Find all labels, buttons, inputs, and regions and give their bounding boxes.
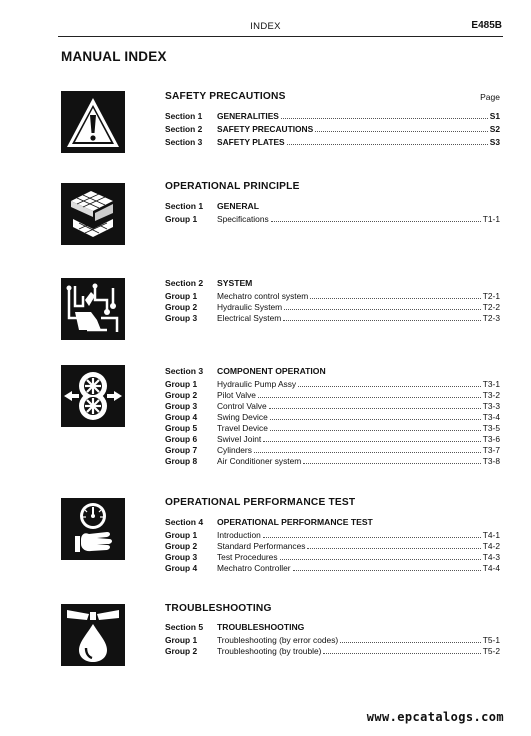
entry-title: Air Conditioner system [217, 456, 302, 466]
group-number: Group 7 [165, 445, 198, 455]
header-divider [58, 36, 503, 37]
page-column-label: Page [480, 92, 500, 102]
entry-title: Mechatro Controller [217, 563, 291, 573]
index-row[interactable] [165, 311, 500, 323]
page-ref: T4-1 [482, 530, 500, 540]
entry-title: Cylinders [217, 445, 252, 455]
index-row[interactable] [165, 644, 500, 656]
cube-s-logo-icon [61, 183, 125, 245]
section-number: Section 2 [165, 278, 204, 288]
entry-title: Introduction [217, 530, 261, 540]
index-row[interactable] [165, 454, 500, 466]
page-ref: T3-1 [482, 379, 500, 389]
page-ref: T4-4 [482, 563, 500, 573]
header-section-name: INDEX [250, 21, 281, 32]
entry-title: SAFETY PRECAUTIONS [217, 124, 314, 134]
warning-triangle-icon [61, 91, 125, 153]
page-ref: T4-3 [482, 552, 500, 562]
page-ref: T3-8 [482, 456, 500, 466]
group-number: Group 1 [165, 214, 198, 224]
dot-leader [263, 441, 481, 442]
page-ref: T2-1 [482, 291, 500, 301]
gauge-hand-icon [61, 498, 125, 560]
entry-title: Hydraulic Pump Assy [217, 379, 297, 389]
page-ref: T3-6 [482, 434, 500, 444]
group-number: Group 4 [165, 412, 198, 422]
section-heading [165, 201, 259, 211]
dot-leader [303, 463, 481, 464]
dot-leader [258, 397, 481, 398]
group-number: Group 1 [165, 635, 198, 645]
index-row[interactable] [165, 561, 500, 573]
section-number: Section 3 [165, 366, 204, 376]
group-number: Group 1 [165, 291, 198, 301]
entry-title: Standard Performances [217, 541, 306, 551]
group-number: Group 2 [165, 390, 198, 400]
group-number: Group 3 [165, 401, 198, 411]
dot-leader [340, 642, 481, 643]
page-ref: S2 [489, 124, 500, 134]
header-model: E485B [471, 20, 502, 31]
page-ref: T2-2 [482, 302, 500, 312]
section-heading [165, 622, 304, 632]
entry-title: Control Valve [217, 401, 267, 411]
oil-drop-icon [61, 604, 125, 666]
group-number: Group 5 [165, 423, 198, 433]
entry-title: Test Procedures [217, 552, 278, 562]
dot-leader [287, 144, 488, 145]
group-number: Group 8 [165, 456, 198, 466]
dot-leader [271, 221, 481, 222]
page-ref: S3 [489, 137, 500, 147]
dot-leader [280, 559, 481, 560]
dot-leader [323, 653, 480, 654]
section-number: Section 5 [165, 622, 204, 632]
entry-title: Hydraulic System [217, 302, 283, 312]
dot-leader [310, 298, 481, 299]
section-number: Section 3 [165, 137, 203, 147]
section-name: TROUBLESHOOTING [217, 622, 305, 632]
performance-title: OPERATIONAL PERFORMANCE TEST [165, 497, 356, 508]
dot-leader [315, 131, 488, 132]
page-ref: T5-1 [482, 635, 500, 645]
entry-title: Pilot Valve [217, 390, 256, 400]
page-ref: T3-2 [482, 390, 500, 400]
entry-title: Mechatro control system [217, 291, 309, 301]
section-heading [165, 366, 326, 376]
dot-leader [270, 430, 481, 431]
group-number: Group 3 [165, 552, 198, 562]
circuit-diagram-icon [61, 278, 125, 340]
entry-title: Troubleshooting (by error codes) [217, 635, 339, 645]
index-row[interactable] [165, 109, 500, 121]
group-number: Group 2 [165, 541, 198, 551]
page-ref: T3-7 [482, 445, 500, 455]
group-number: Group 6 [165, 434, 198, 444]
page-ref: S1 [489, 111, 500, 121]
section-number: Section 1 [165, 201, 204, 211]
section-name: OPERATIONAL PERFORMANCE TEST [217, 517, 373, 527]
section-heading [165, 278, 252, 288]
entry-title: Troubleshooting (by trouble) [217, 646, 322, 656]
entry-title: Travel Device [217, 423, 268, 433]
page-title: MANUAL INDEX [61, 49, 167, 64]
safety-title: SAFETY PRECAUTIONS [165, 91, 286, 102]
section-number: Section 2 [165, 124, 203, 134]
group-number: Group 1 [165, 379, 198, 389]
group-number: Group 1 [165, 530, 198, 540]
dot-leader [283, 320, 481, 321]
entry-title: Specifications [217, 214, 269, 224]
dot-leader [307, 548, 480, 549]
page-ref: T3-4 [482, 412, 500, 422]
section-name: GENERAL [217, 201, 260, 211]
page-ref: T3-5 [482, 423, 500, 433]
page-ref: T1-1 [482, 214, 500, 224]
dot-leader [270, 419, 481, 420]
troubleshooting-title: TROUBLESHOOTING [165, 603, 272, 614]
dot-leader [263, 537, 481, 538]
dot-leader [284, 309, 481, 310]
page-ref: T5-2 [482, 646, 500, 656]
dot-leader [269, 408, 481, 409]
dot-leader [254, 452, 481, 453]
section-name: COMPONENT OPERATION [217, 366, 326, 376]
group-number: Group 2 [165, 646, 198, 656]
index-row[interactable] [165, 122, 500, 134]
entry-title: SAFETY PLATES [217, 137, 285, 147]
section-number: Section 1 [165, 111, 203, 121]
page-ref: T2-3 [482, 313, 500, 323]
section-name: SYSTEM [217, 278, 253, 288]
index-row[interactable] [165, 135, 500, 147]
group-number: Group 2 [165, 302, 198, 312]
section-number: Section 4 [165, 517, 204, 527]
footer-url-link[interactable]: www.epcatalogs.com [366, 710, 504, 724]
group-number: Group 3 [165, 313, 198, 323]
section-heading [165, 517, 373, 527]
entry-title: Swivel Joint [217, 434, 262, 444]
dot-leader [281, 118, 488, 119]
dot-leader [298, 386, 481, 387]
index-row[interactable] [165, 212, 500, 224]
group-number: Group 4 [165, 563, 198, 573]
operational-title: OPERATIONAL PRINCIPLE [165, 181, 300, 192]
entry-title: GENERALITIES [217, 111, 279, 121]
entry-title: Electrical System [217, 313, 282, 323]
entry-title: Swing Device [217, 412, 268, 422]
gear-pump-icon [61, 365, 125, 427]
page-ref: T4-2 [482, 541, 500, 551]
page-ref: T3-3 [482, 401, 500, 411]
dot-leader [293, 570, 481, 571]
